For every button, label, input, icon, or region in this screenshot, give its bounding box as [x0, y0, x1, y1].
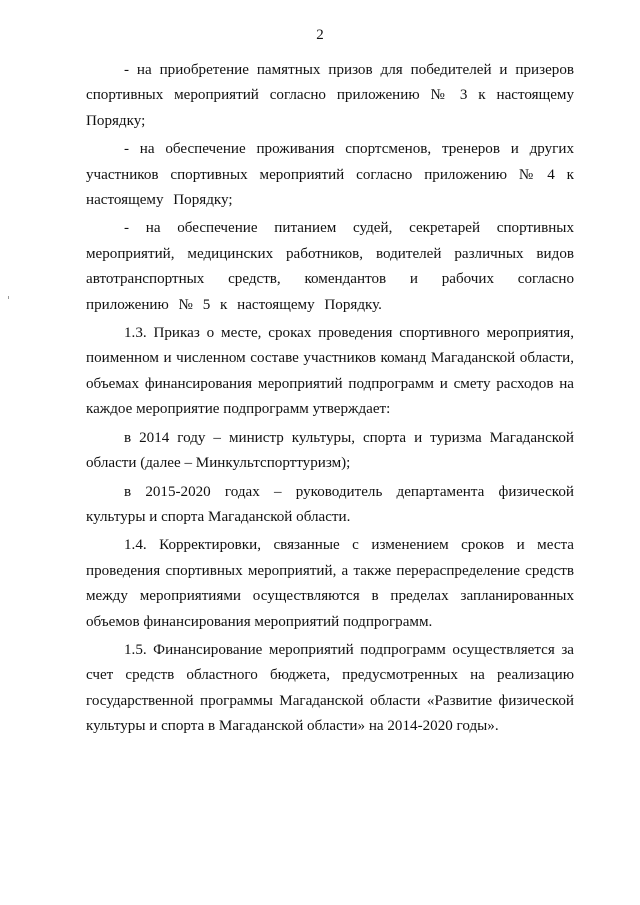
- paragraph-meals: - на обеспечение питанием судей, секретарей спортивных мероприятий, медицинских работников, водителей различных видов автотранспортных средств, комендантов и рабочих согласно приложению № 5 к настоящему Порядку.: [86, 220, 574, 313]
- margin-scan-mark: [8, 296, 9, 299]
- paragraph-prizes: - на приобретение памятных призов для победителей и призеров спортивных мероприятий согласно приложению № 3 к настоящему Порядку;: [86, 62, 574, 129]
- page-number: 2: [316, 27, 324, 43]
- paragraph-2015-2020: в 2015-2020 годах – руководитель департамента физической культуры и спорта Магаданской области.: [86, 483, 574, 525]
- paragraph-clause-1-3: 1.3. Приказ о месте, сроках проведения спортивного мероприятия, поименном и численном составе участников команд Магаданской области, объемах финансирования мероприятий подпрограмм и смету расходов на каждое мероприятие подпрограмм утверждает:: [86, 325, 574, 418]
- paragraph-clause-1-5: 1.5. Финансирование мероприятий подпрограмм осуществляется за счет средств областного бюджета, предусмотренных на реализацию государственной программы Магаданской области «Развитие физической культуры и спорта в Магаданской области» на 2014-2020 годы».: [86, 641, 574, 735]
- paragraph-2014: в 2014 году – министр культуры, спорта и туризма Магаданской области (далее – Минкультспорттуризм);: [86, 429, 574, 472]
- paragraph-clause-1-4: 1.4. Корректировки, связанные с изменением сроков и места проведения спортивных мероприятий, а также перераспределение средств между мероприятиями осуществляются в пределах запланированных объемов финансирования мероприятий подпрограмм.: [86, 537, 574, 630]
- paragraph-accommodation: - на обеспечение проживания спортсменов, тренеров и других участников спортивных мероприятий согласно приложению № 4 к настоящему Порядку;: [86, 141, 574, 209]
- document-body: [86, 58, 574, 743]
